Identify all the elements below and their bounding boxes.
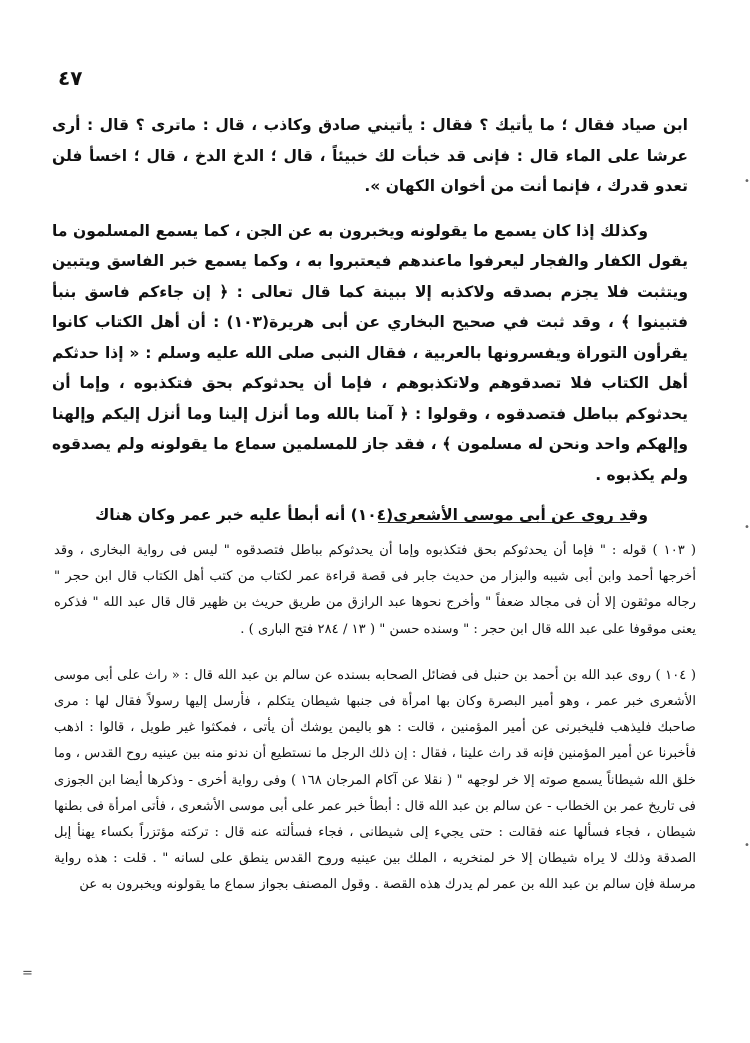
footnote-103: ( ١٠٣ ) قوله : " فإما أن يحدثوكم بحق فتكذبوه وإما أن يحدثوكم بباطل فتصدقوه " ليس فى رواية البخارى ، وقد أخرجها أحمد وابن أبى شيبه والبزار من حديث جابر فى قصة قراءة عمر لكتاب من كتب أهل الكتاب قال ابن حجر " رجاله موثقون إلا أن فى مجالد ضعفاً " وأخرج نحوها عبد الرازق من طريق حريث بن ظهير قال قال عبد الله " فذكره يعنى موقوفا على عبد الله قال ابن حجر : " وسنده حسن " ( ١٣ / ٢٨٤ فتح البارى ) .: [54, 543, 696, 637]
margin-dot-3: •: [744, 840, 750, 851]
footnotes: [54, 538, 696, 899]
paragraph-2: وكذلك إذا كان يسمع ما يقولونه ويخبرون به عن الجن ، كما يسمع المسلمون ما يقول الكفار والفجار ليعرفوا ماعندهم فيعتبروا به ، وكما يسمع خبر الفاسق ويتبين ويتثبت فلا يجزم بصدقه ولاكذبه إلا ببينة كما قال تعالى : ﴿ إن جاءكم فاسق بنبأ فتبينوا ﴾ ، وقد ثبت في صحيح البخاري عن أبى هريرة(١٠٣) : أن أهل الكتاب كانوا يقرأون التوراة ويفسرونها بالعربية ، فقال النبى صلى الله عليه وسلم : « إذا حدثكم أهل الكتاب فلا تصدقوهم ولاتكذبوهم ، فإما أن يحدثوكم بحق فتكذبوه ، وإما أن يحدثوكم بباطل فتصدقوه ، وقولوا : ﴿ آمنا بالله وما أنزل إلينا وما أنزل إليكم وإلهنا وإلهكم واحد ونحن له مسلمون ﴾ ، فقد جاز للمسلمين سماع ما يقولونه ولم يصدقوه ولم يكذبوه .: [52, 221, 688, 484]
margin-dot-2: •: [744, 522, 750, 533]
footnote-separator: [378, 522, 630, 523]
main-text: [52, 110, 688, 531]
margin-mark: =: [22, 966, 33, 981]
footnote-104: ( ١٠٤ ) روى عبد الله بن أحمد بن حنبل فى فضائل الصحابه بسنده عن سالم بن عبد الله قال : « راث على أبى موسى الأشعرى خبر عمر ، وهو أمير البصرة وكان بها امرأة فى جنبها شيطان يتكلم ، فأرسل إليها رسولاً فقال لها : مرى صاحبك فليذهب فليخبرنى عن أمير المؤمنين ، قالت : هو باليمن يوشك أن يأتى ، فمكثوا غير طويل ، قالوا : اذهب فأخبرنا عن أمير المؤمنين فإنه قد راث علينا ، فقال : إن ذلك الرجل ما نستطيع أن ندنو منه بين عينيه روح القدس ، وما خلق الله شيطاناً يسمع صوته إلا خر لوجهه " ( نقلا عن آكام المرجان ١٦٨ ) وفى رواية أخرى - وذكرها أيضا ابن الجوزى فى تاريخ عمر بن الخطاب - عن سالم بن عبد الله قال : أبطأ خبر عمر على أبى موسى الأشعرى ، فأتى امرأة فى بطنها شيطان ، فجاء فسألها عنه فقالت : حتى يجيء إلى شيطانى ، فجاء فسألته عنه قال : تركته مؤتزراً بكساء يهنأ إبل الصدقة وذلك لا يراه شيطان إلا خر لمنخريه ، الملك بين عينيه وروح القدس ينطق على لسانه " . قلت : هذه رواية مرسلة فإن سالم بن عبد الله بن عمر لم يدرك هذه القصة . وقول المصنف بجواز سماع ما يقولونه ويخبرون به عن: [54, 667, 696, 893]
margin-dot-1: •: [744, 176, 750, 187]
paragraph-3: وقد روى عن أبى موسى الأشعرى(١٠٤) أنه أبطأ عليه خبر عمر وكان هناك: [95, 506, 648, 524]
page-number: ٤٧: [58, 66, 83, 90]
paragraph-1: ابن صياد فقال ؛ ما يأتيك ؟ فقال : يأتيني صادق وكاذب ، قال : ماترى ؟ قال : أرى عرشا على الماء قال : فإنى قد خبأت لك خبيئاً ، قال ؛ الدخ الدخ ، قال ؛ اخسأ فلن تعدو قدرك ، فإنما أنت من أخوان الكهان ».: [52, 116, 688, 195]
